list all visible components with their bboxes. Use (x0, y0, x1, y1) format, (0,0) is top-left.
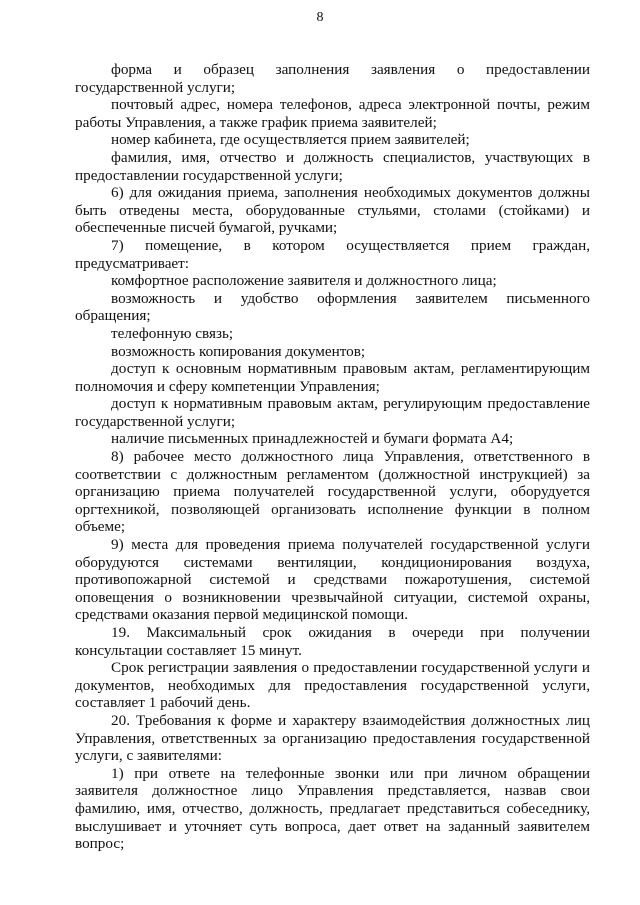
paragraph: 19. Максимальный срок ожидания в очереди при получении консультации составляет 15 минут. (75, 624, 590, 659)
paragraph: 6) для ожидания приема, заполнения необходимых документов должны быть отведены места, оборудованные стульями, столами (стойками) и обеспеченные писчей бумагой, ручками; (75, 184, 590, 237)
paragraph: 8) рабочее место должностного лица Управления, ответственного в соответствии с должностным регламентом (должностной инструкцией) за организацию приема получателей государственной услуги, оборудуется оргтехникой, позволяющей организовать исполнение функции в полном объеме; (75, 448, 590, 536)
paragraph: 20. Требования к форме и характеру взаимодействия должностных лиц Управления, ответственных за организацию предоставления государственной услуги, с заявителями: (75, 711, 590, 765)
paragraph: номер кабинета, где осуществляется прием заявителей; (111, 131, 470, 149)
paragraph: наличие письменных принадлежностей и бумаги формата А4; (111, 430, 514, 448)
paragraph: почтовый адрес, номера телефонов, адреса электронной почты, режим работы Управления, а также график приема заявителей; (75, 96, 590, 131)
paragraph: Срок регистрации заявления о предоставлении государственной услуги и документов, необходимых для предоставления государственной услуги, составляет 1 рабочий день. (75, 659, 590, 712)
document-body (75, 61, 590, 853)
paragraph: возможность копирования документов; (111, 342, 366, 360)
paragraph: телефонную связь; (111, 324, 234, 342)
paragraph: 7) помещение, в котором осуществляется прием граждан, предусматривает: (75, 236, 590, 272)
paragraph: возможность и удобство оформления заявителем письменного обращения; (75, 289, 590, 325)
paragraph: 9) места для проведения приема получателей государственной услуги оборудуются системами вентиляции, кондиционирования воздуха, противопожарной системой и средствами пожаротушения, системой оповещения о возникновении чрезвычайной ситуации, системой охраны, средствами оказания первой медицинской помощи. (75, 536, 590, 624)
paragraph: доступ к основным нормативным правовым актам, регламентирующим полномочия и сферу компетенции Управления; (75, 360, 590, 395)
page-number: 8 (316, 10, 324, 25)
paragraph: форма и образец заполнения заявления о предоставлении государственной услуги; (75, 61, 590, 96)
paragraph: фамилия, имя, отчество и должность специалистов, участвующих в предоставлении государственной услуги; (75, 148, 590, 184)
paragraph: комфортное расположение заявителя и должностного лица; (111, 272, 497, 290)
paragraph: доступ к нормативным правовым актам, регулирующим предоставление государственной услуги; (75, 395, 590, 430)
paragraph: 1) при ответе на телефонные звонки или при личном обращении заявителя должностное лицо Управления представляется, назвав свои фамилию, имя, отчество, должность, предлагает представиться собеседнику, выслушивает и уточняет суть вопроса, дает ответ на заданный заявителем вопрос; (75, 764, 590, 853)
